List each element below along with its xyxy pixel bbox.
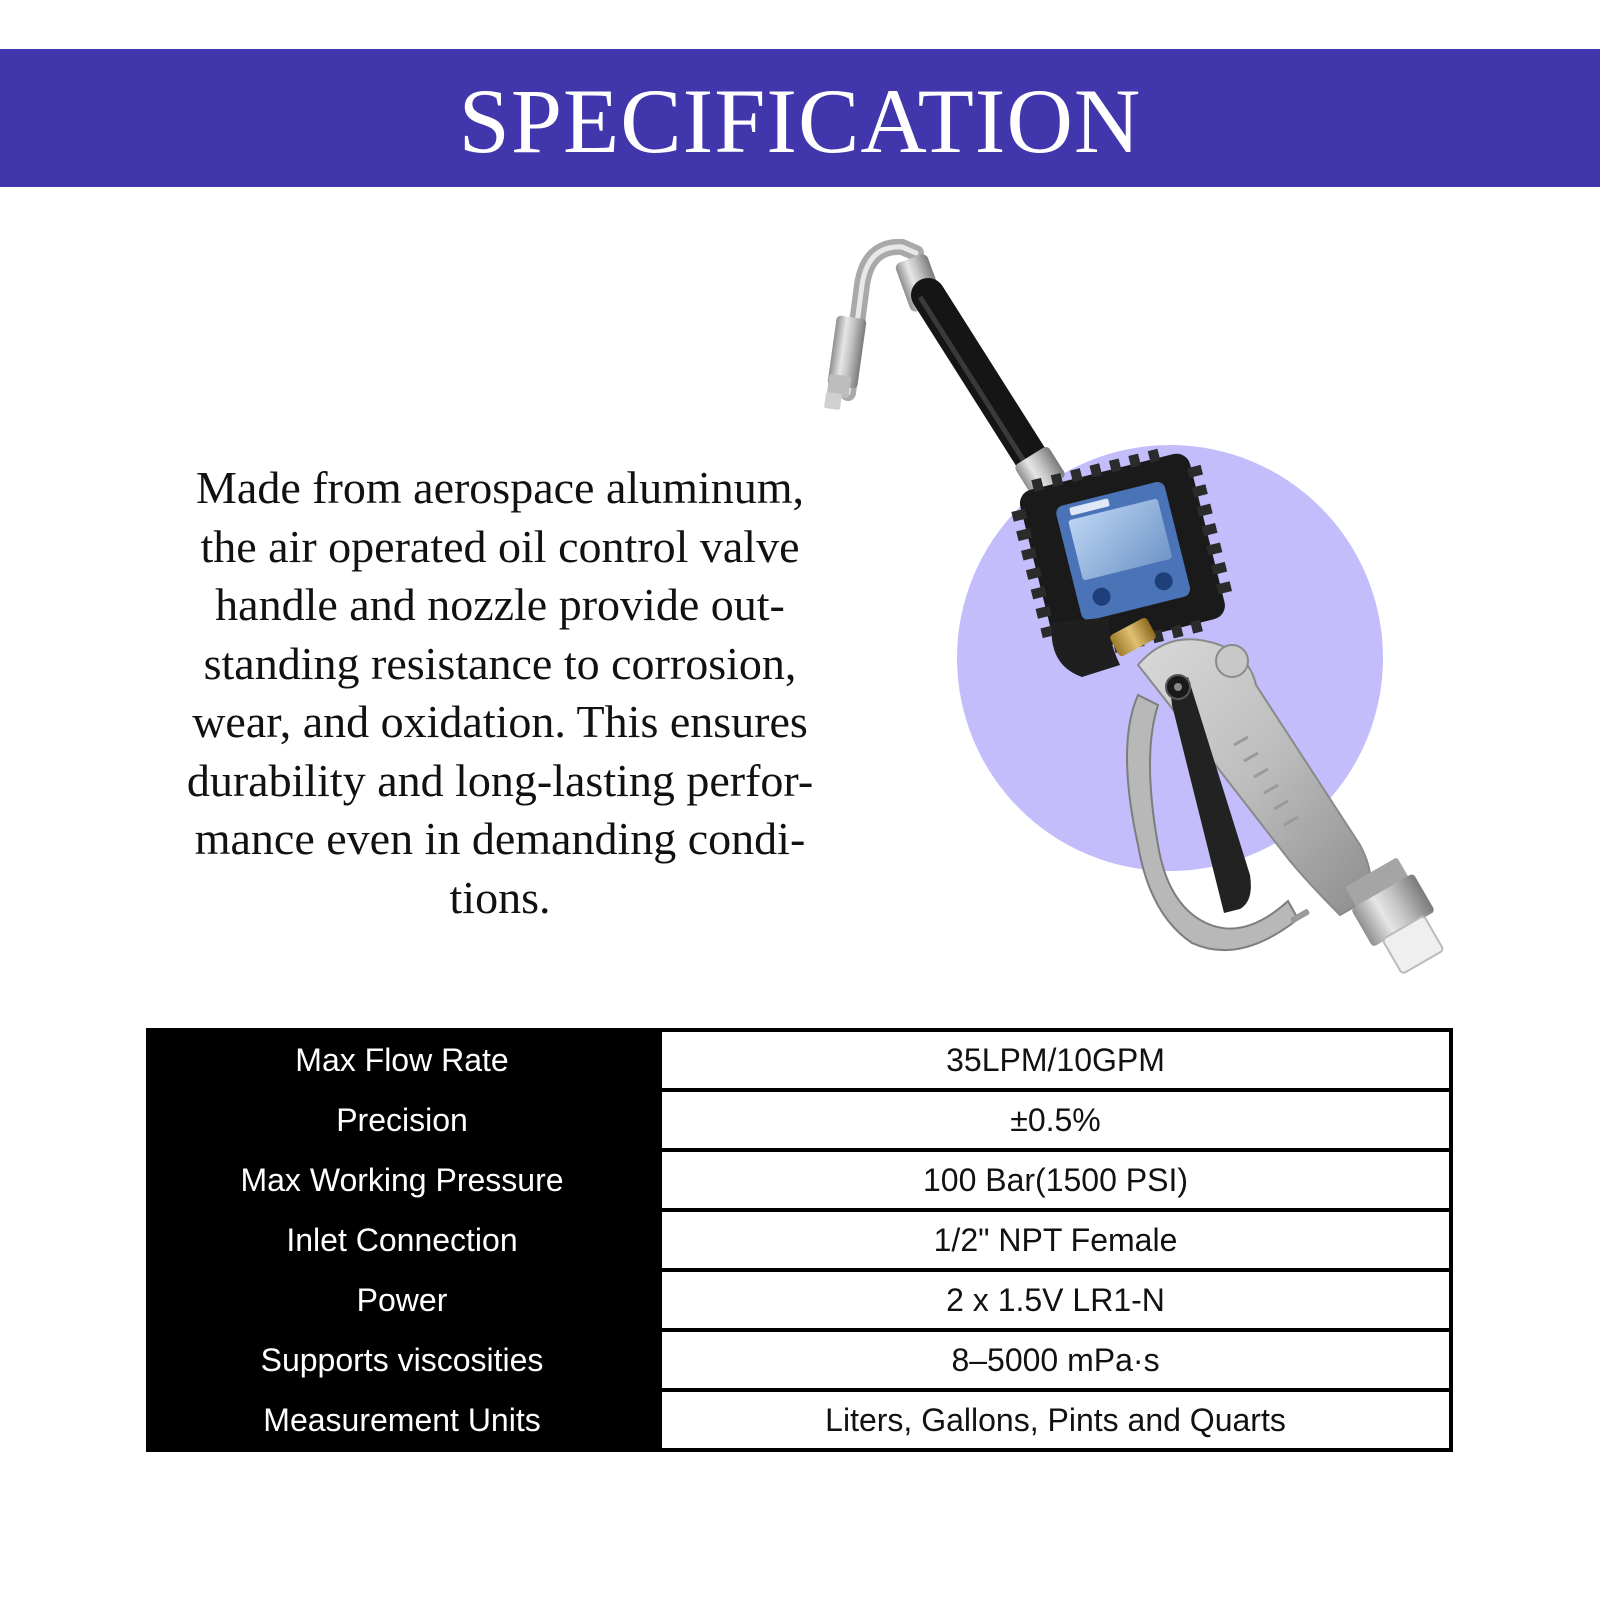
oil-nozzle-illustration [820,225,1480,1015]
spec-label: Measurement Units [146,1390,660,1450]
spec-label: Max Flow Rate [146,1030,660,1090]
spec-label: Power [146,1270,660,1330]
spec-label: Max Working Pressure [146,1150,660,1210]
spec-value: 2 x 1.5V LR1-N [660,1270,1451,1330]
spec-label: Precision [146,1090,660,1150]
description-line: mance even in demanding condi- [194,813,806,864]
spec-value: Liters, Gallons, Pints and Quarts [660,1390,1451,1450]
spec-value: 8–5000 mPa·s [660,1330,1451,1390]
product-description [150,459,850,927]
description-line: handle and nozzle provide out- [215,579,785,630]
description-line: Made from aerospace aluminum, [196,462,804,513]
table-row [146,1390,1451,1450]
spec-value: 100 Bar(1500 PSI) [660,1150,1451,1210]
description-line: wear, and oxidation. This ensures [192,696,808,747]
table-row [146,1270,1451,1330]
table-row [146,1030,1451,1090]
description-line: the air operated oil control valve [200,520,800,572]
table-row [146,1330,1451,1390]
description-line: tions. [449,871,551,923]
spec-label: Supports viscosities [146,1330,660,1390]
header-banner [0,49,1600,187]
description-line: standing resistance to corrosion, [203,637,797,689]
hose [928,295,1042,475]
table-row [146,1210,1451,1270]
table-row [146,1090,1451,1150]
spec-value: 1/2" NPT Female [660,1210,1451,1270]
description-line: durability and long-lasting perfor- [186,754,814,806]
spec-table [146,1028,1453,1452]
page-title: SPECIFICATION [458,70,1142,172]
spec-label: Inlet Connection [146,1210,660,1270]
spec-value: ±0.5% [660,1090,1451,1150]
product-image [820,225,1480,1015]
spec-value: 35LPM/10GPM [660,1030,1451,1090]
table-row [146,1150,1451,1210]
